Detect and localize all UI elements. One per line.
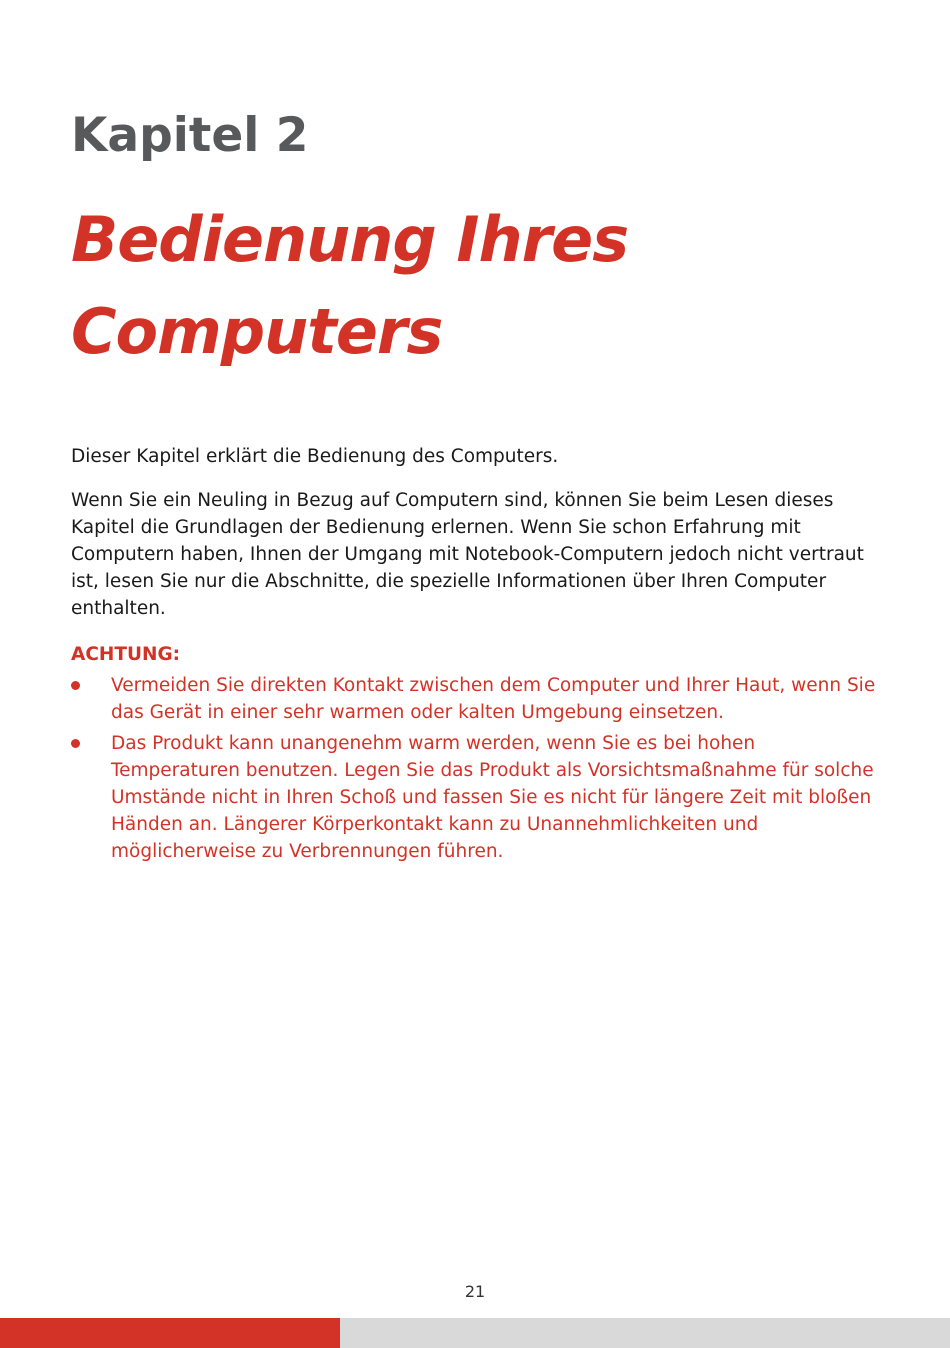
body-paragraph: Wenn Sie ein Neuling in Bezug auf Computern sind, können Sie beim Lesen dieses Kapitel die Grundlagen der Bedienung erlernen. Wenn Sie schon Erfahrung mit Computern haben, Ihnen der Umgang mit Notebook-Computern jedoch nicht vertraut ist, lesen Sie nur die Abschnitte, die spezielle Informationen über Ihren Computer enthalten. bbox=[71, 490, 864, 619]
warning-item bbox=[71, 730, 881, 865]
warning-list bbox=[71, 672, 881, 869]
warning-item-text: Das Produkt kann unangenehm warm werden, wenn Sie es bei hohen Temperaturen benutzen. Legen Sie das Produkt als Vorsichtsmaßnahme für solche Umstände nicht in Ihren Schoß und fassen Sie es nicht für längere Zeit mit bloßen Händen an. Längerer Körperkontakt kann zu Unannehmlichkeiten und möglicherweise zu Verbrennungen führen. bbox=[111, 733, 874, 862]
warning-item-text: Vermeiden Sie direkten Kontakt zwischen dem Computer und Ihrer Haut, wenn Sie das Gerät in einer sehr warmen oder kalten Umgebung einsetzen. bbox=[111, 675, 876, 723]
chapter-label: Kapitel 2 bbox=[71, 108, 309, 163]
intro-paragraph: Dieser Kapitel erklärt die Bedienung des Computers. bbox=[71, 446, 559, 467]
footer-accent-bar bbox=[0, 1318, 340, 1348]
bullet-icon bbox=[71, 739, 80, 748]
footer-grey-bar bbox=[340, 1318, 950, 1348]
warning-heading: ACHTUNG: bbox=[71, 644, 181, 665]
warning-item bbox=[71, 672, 881, 726]
chapter-title: Bedienung Ihres Computers bbox=[71, 203, 629, 368]
page-number: 21 bbox=[464, 1282, 486, 1301]
bullet-icon bbox=[71, 681, 80, 690]
